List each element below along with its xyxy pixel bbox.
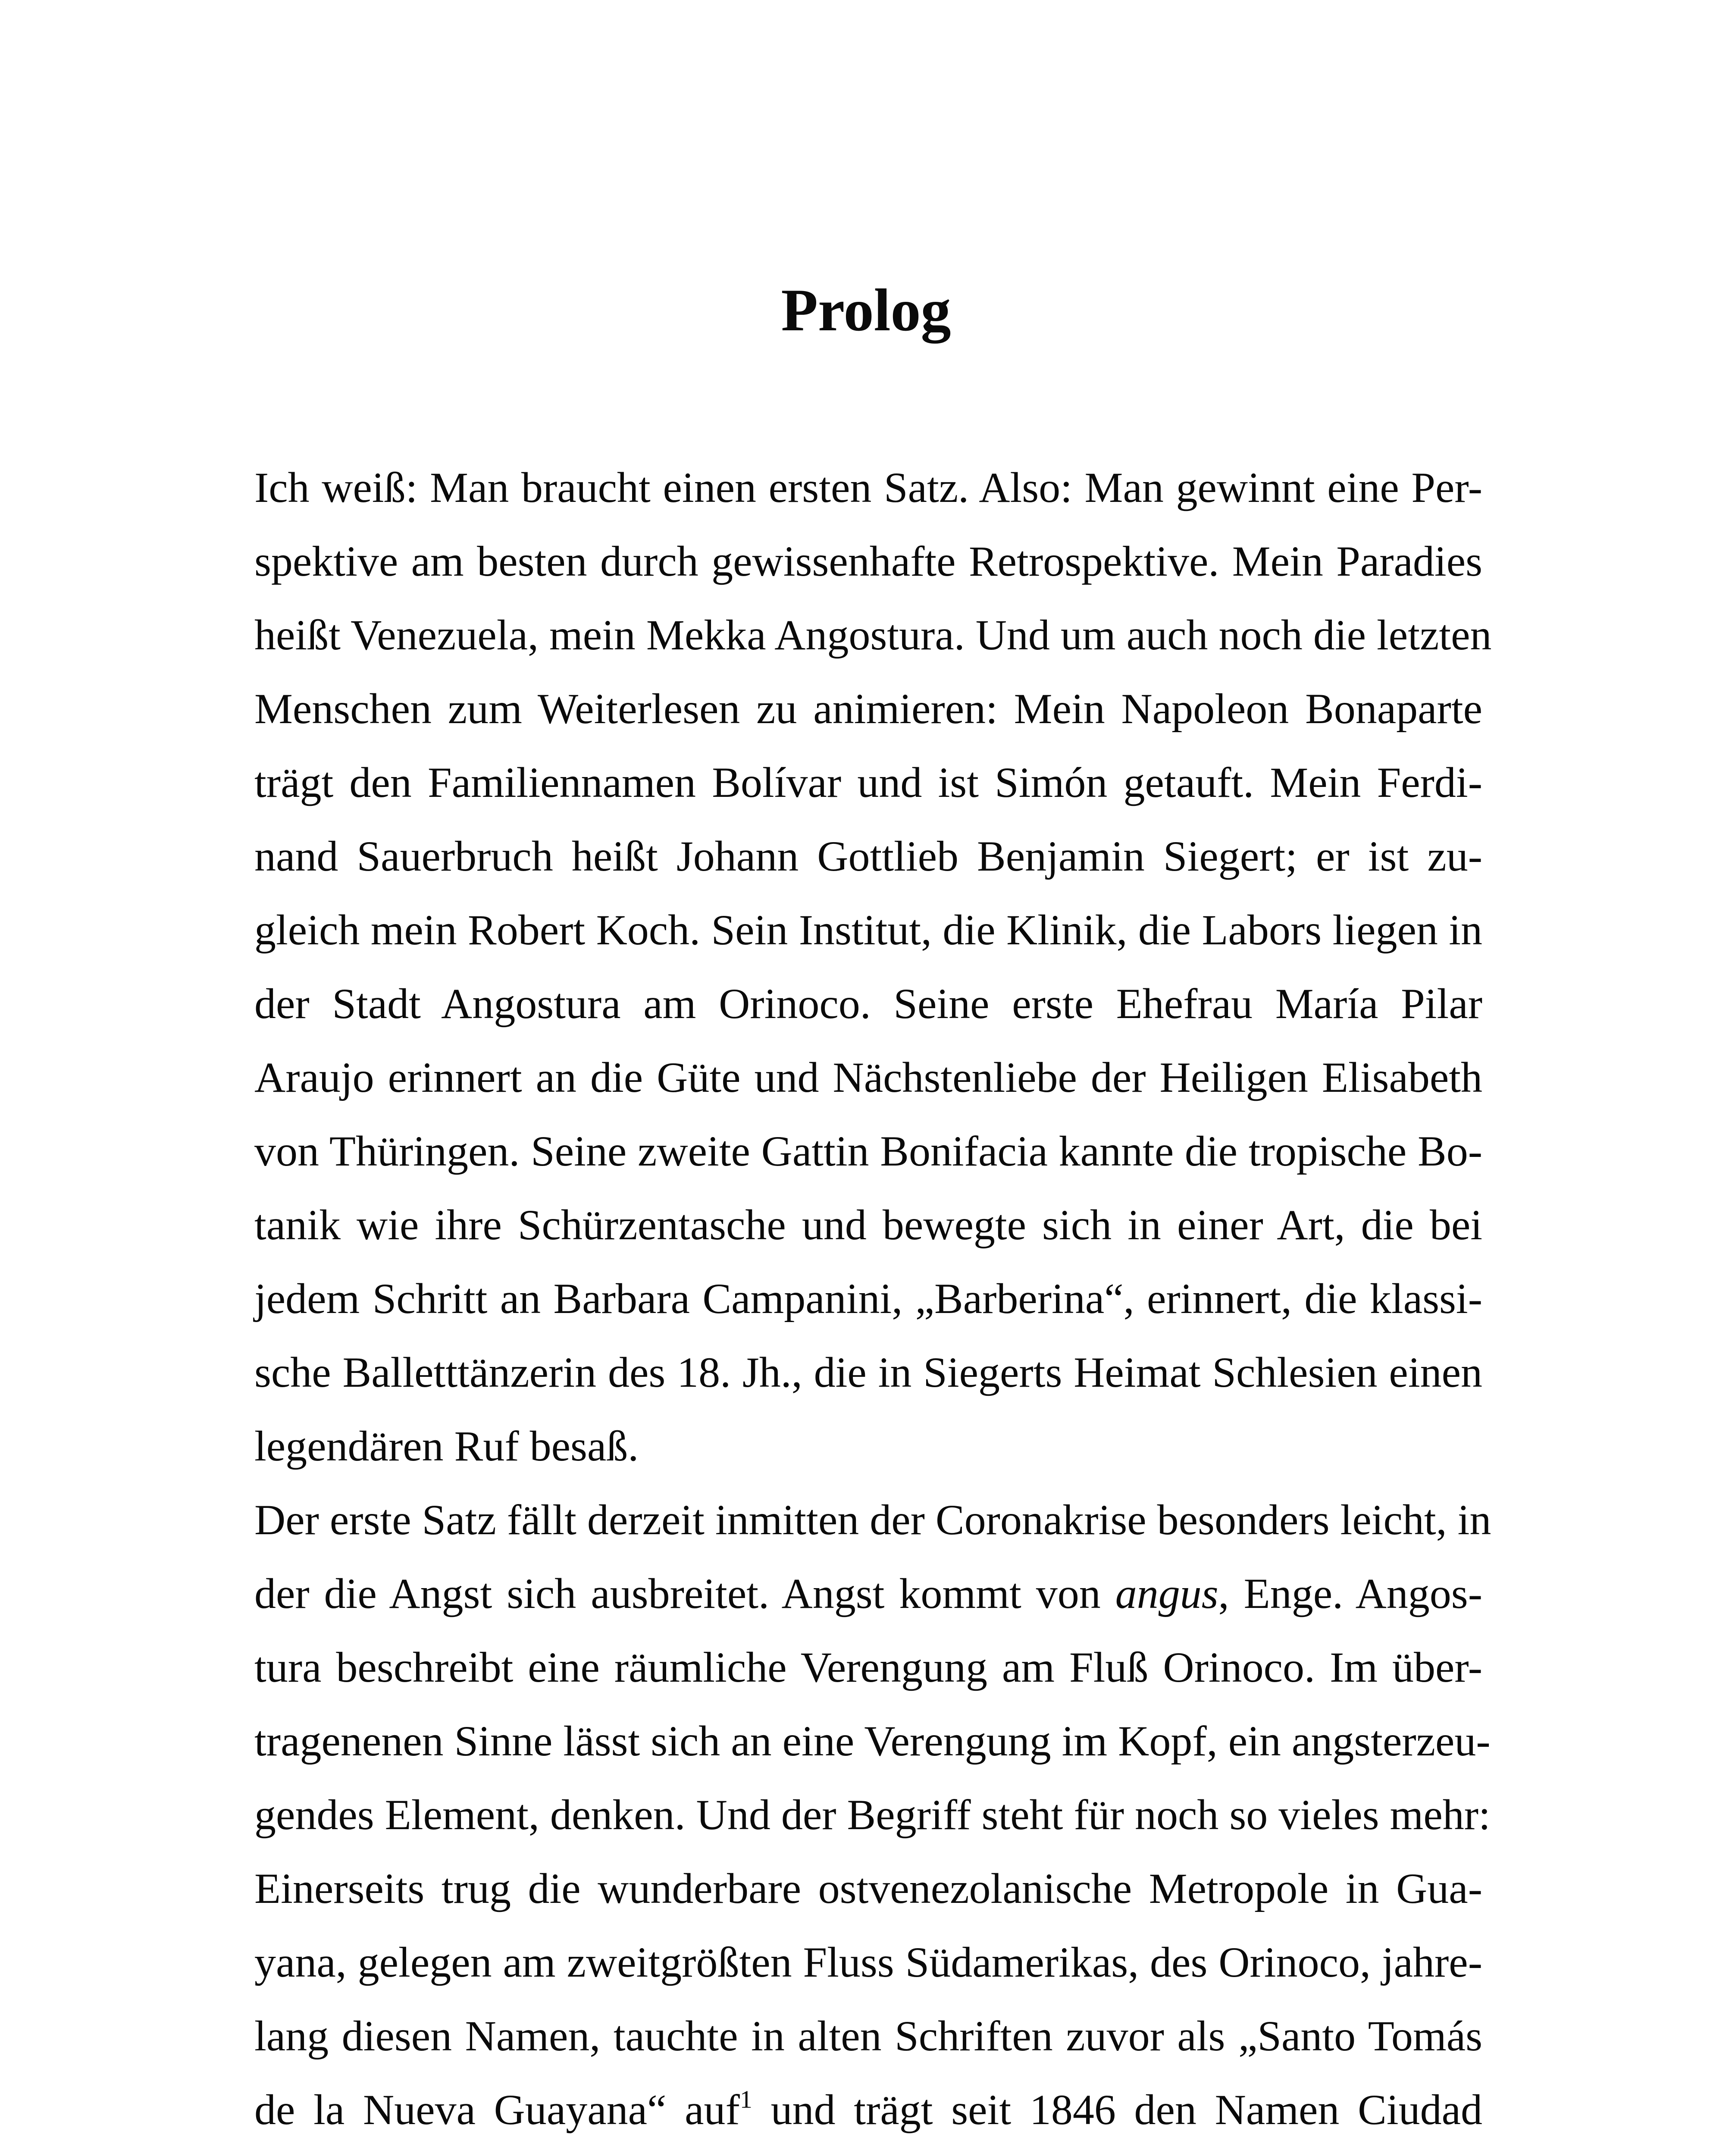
text-line xyxy=(254,2073,1482,2147)
text-line: tura beschreibt eine räumliche Verengung am Fluß Orinoco. Im über- xyxy=(254,1643,1482,1691)
text-line: Der erste Satz fällt derzeit inmitten der Coronakrise besonders leicht, in xyxy=(254,1496,1491,1544)
text-line: von Thüringen. Seine zweite Gattin Bonifacia kannte die tropische Bo- xyxy=(254,1127,1482,1175)
text-line: Menschen zum Weiterlesen zu animieren: Mein Napoleon Bonaparte xyxy=(254,685,1482,733)
text-line: sche Balletttänzerin des 18. Jh., die in Siegerts Heimat Schlesien einen xyxy=(254,1348,1482,1396)
text-line: Ich weiß: Man braucht einen ersten Satz. Also: Man gewinnt eine Per- xyxy=(254,464,1482,511)
footnote-reference[interactable]: 1 xyxy=(739,2085,752,2113)
text-line xyxy=(254,1557,1482,1630)
text-segment: und trägt seit 1846 den Namen Ciudad xyxy=(752,2086,1483,2134)
text-line: tragenenen Sinne lässt sich an eine Verengung im Kopf, ein angsterzeu- xyxy=(254,1717,1491,1765)
text-line: yana, gelegen am zweitgrößten Fluss Südamerikas, des Orinoco, jahre- xyxy=(254,1938,1482,1986)
text-segment: der die Angst sich ausbreitet. Angst kommt von xyxy=(254,1570,1115,1617)
text-line: legendären Ruf besaß. xyxy=(254,1422,639,1470)
text-line xyxy=(254,2147,1482,2156)
text-segment: , Enge. Angos- xyxy=(1218,1570,1483,1617)
text-line: spektive am besten durch gewissenhafte Retrospektive. Mein Paradies xyxy=(254,537,1482,585)
body-text xyxy=(254,451,1492,2156)
text-line: nand Sauerbruch heißt Johann Gottlieb Benjamin Siegert; er ist zu- xyxy=(254,832,1482,880)
text-line: heißt Venezuela, mein Mekka Angostura. Und um auch noch die letzten xyxy=(254,611,1492,659)
text-line: Einerseits trug die wunderbare ostvenezolanische Metropole in Gua- xyxy=(254,1865,1482,1912)
text-segment: de la Nueva Guayana“ auf xyxy=(254,2086,740,2134)
text-line: gleich mein Robert Koch. Sein Institut, die Klinik, die Labors liegen in xyxy=(254,906,1482,954)
text-line: gendes Element, denken. Und der Begriff steht für noch so vieles mehr: xyxy=(254,1791,1491,1839)
chapter-title: Prolog xyxy=(781,277,951,344)
text-line: jedem Schritt an Barbara Campanini, „Barberina“, erinnert, die klassi- xyxy=(254,1275,1482,1322)
italic-term: angus xyxy=(1115,1570,1218,1617)
text-line: lang diesen Namen, tauchte in alten Schriften zuvor als „Santo Tomás xyxy=(254,2012,1482,2060)
text-line: tanik wie ihre Schürzentasche und bewegte sich in einer Art, die bei xyxy=(254,1201,1482,1249)
text-line: trägt den Familiennamen Bolívar und ist Simón getauft. Mein Ferdi- xyxy=(254,758,1482,806)
text-line: der Stadt Angostura am Orinoco. Seine erste Ehefrau María Pilar xyxy=(254,980,1482,1028)
text-line: Araujo erinnert an die Güte und Nächstenliebe der Heiligen Elisabeth xyxy=(254,1053,1482,1101)
